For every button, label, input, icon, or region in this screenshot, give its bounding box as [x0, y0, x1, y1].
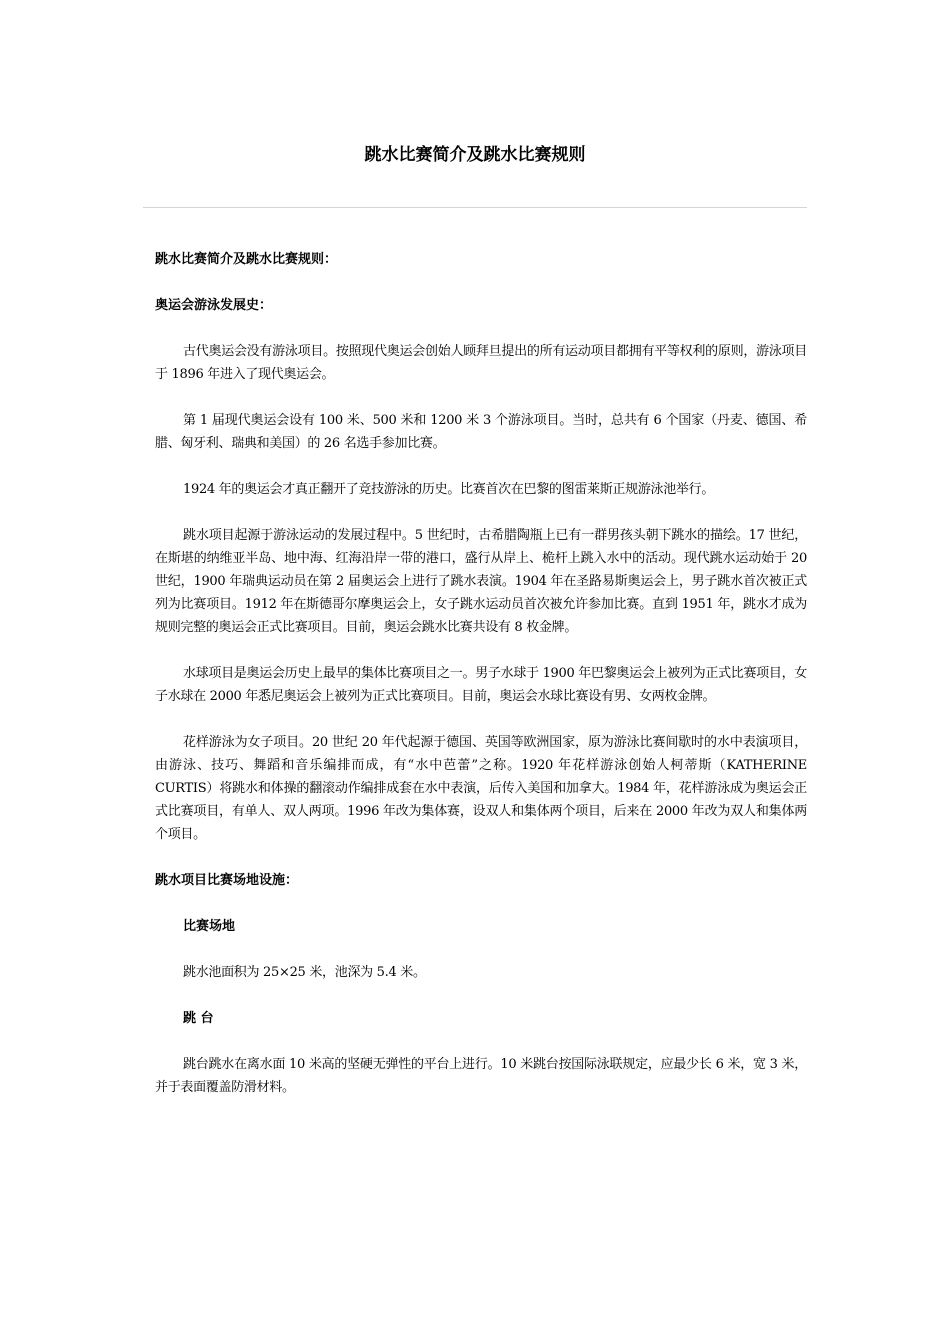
venue-text: 跳水池面积为 25×25 米，池深为 5.4 米。	[183, 965, 426, 980]
history-heading: 奥运会游泳发展史：	[155, 298, 273, 313]
history-paragraph-1: 古代奥运会没有游泳项目。按照现代奥运会创始人顾拜旦提出的所有运动项目都拥有平等权利的原则，游泳项目于 1896 年进入了现代奥运会。	[155, 344, 807, 382]
article-body	[155, 248, 807, 1122]
title-divider	[143, 207, 807, 208]
intro-heading: 跳水比赛简介及跳水比赛规则：	[155, 252, 338, 267]
history-paragraph-5: 水球项目是奥运会历史上最早的集体比赛项目之一。男子水球于 1900 年巴黎奥运会上被列为正式比赛项目，女子水球在 2000 年悉尼奥运会上被列为正式比赛项目。目前，奥运会水球比赛设有男、女两枚金牌。	[155, 666, 807, 704]
history-paragraph-6: 花样游泳为女子项目。20 世纪 20 年代起源于德国、英国等欧洲国家，原为游泳比赛间歇时的水中表演项目，由游泳、技巧、舞蹈和音乐编排而成，有“水中芭蕾”之称。1920 年花样游泳创始人柯蒂斯（KATHERINE CURTIS）将跳水和体操的翻滚动作编排成套在水中表演，后传入美国和加拿大。1984 年，花样游泳成为奥运会正式比赛项目，有单人、双人两项。1996 年改为集体赛，设双人和集体两个项目，后来在 2000 年改为双人和集体两个项目。	[155, 735, 807, 842]
platform-text: 跳台跳水在离水面 10 米高的坚硬无弹性的平台上进行。10 米跳台按国际泳联规定，应最少长 6 米，宽 3 米，并于表面覆盖防滑材料。	[155, 1057, 807, 1095]
page-title: 跳水比赛简介及跳水比赛规则	[364, 145, 586, 165]
history-paragraph-2: 第 1 届现代奥运会设有 100 米、500 米和 1200 米 3 个游泳项目。当时，总共有 6 个国家（丹麦、德国、希腊、匈牙利、瑞典和美国）的 26 名选手参加比赛。	[155, 413, 807, 451]
platform-subheading: 跳 台	[183, 1011, 214, 1026]
history-paragraph-4: 跳水项目起源于游泳运动的发展过程中。5 世纪时，古希腊陶瓶上已有一群男孩头朝下跳水的描绘。17 世纪，在斯堪的纳维亚半岛、地中海、红海沿岸一带的港口，盛行从岸上、桅杆上跳入水中的活动。现代跳水运动始于 20 世纪，1900 年瑞典运动员在第 2 届奥运会上进行了跳水表演。1904 年在圣路易斯奥运会上，男子跳水首次被正式列为比赛项目。1912 年在斯德哥尔摩奥运会上，女子跳水运动员首次被允许参加比赛。直到 1951 年，跳水才成为规则完整的奥运会正式比赛项目。目前，奥运会跳水比赛共设有 8 枚金牌。	[155, 528, 807, 635]
history-paragraph-3: 1924 年的奥运会才真正翻开了竞技游泳的历史。比赛首次在巴黎的图雷莱斯正规游泳池举行。	[183, 482, 715, 497]
venue-heading: 跳水项目比赛场地设施：	[155, 873, 299, 888]
venue-subheading: 比赛场地	[183, 919, 236, 934]
